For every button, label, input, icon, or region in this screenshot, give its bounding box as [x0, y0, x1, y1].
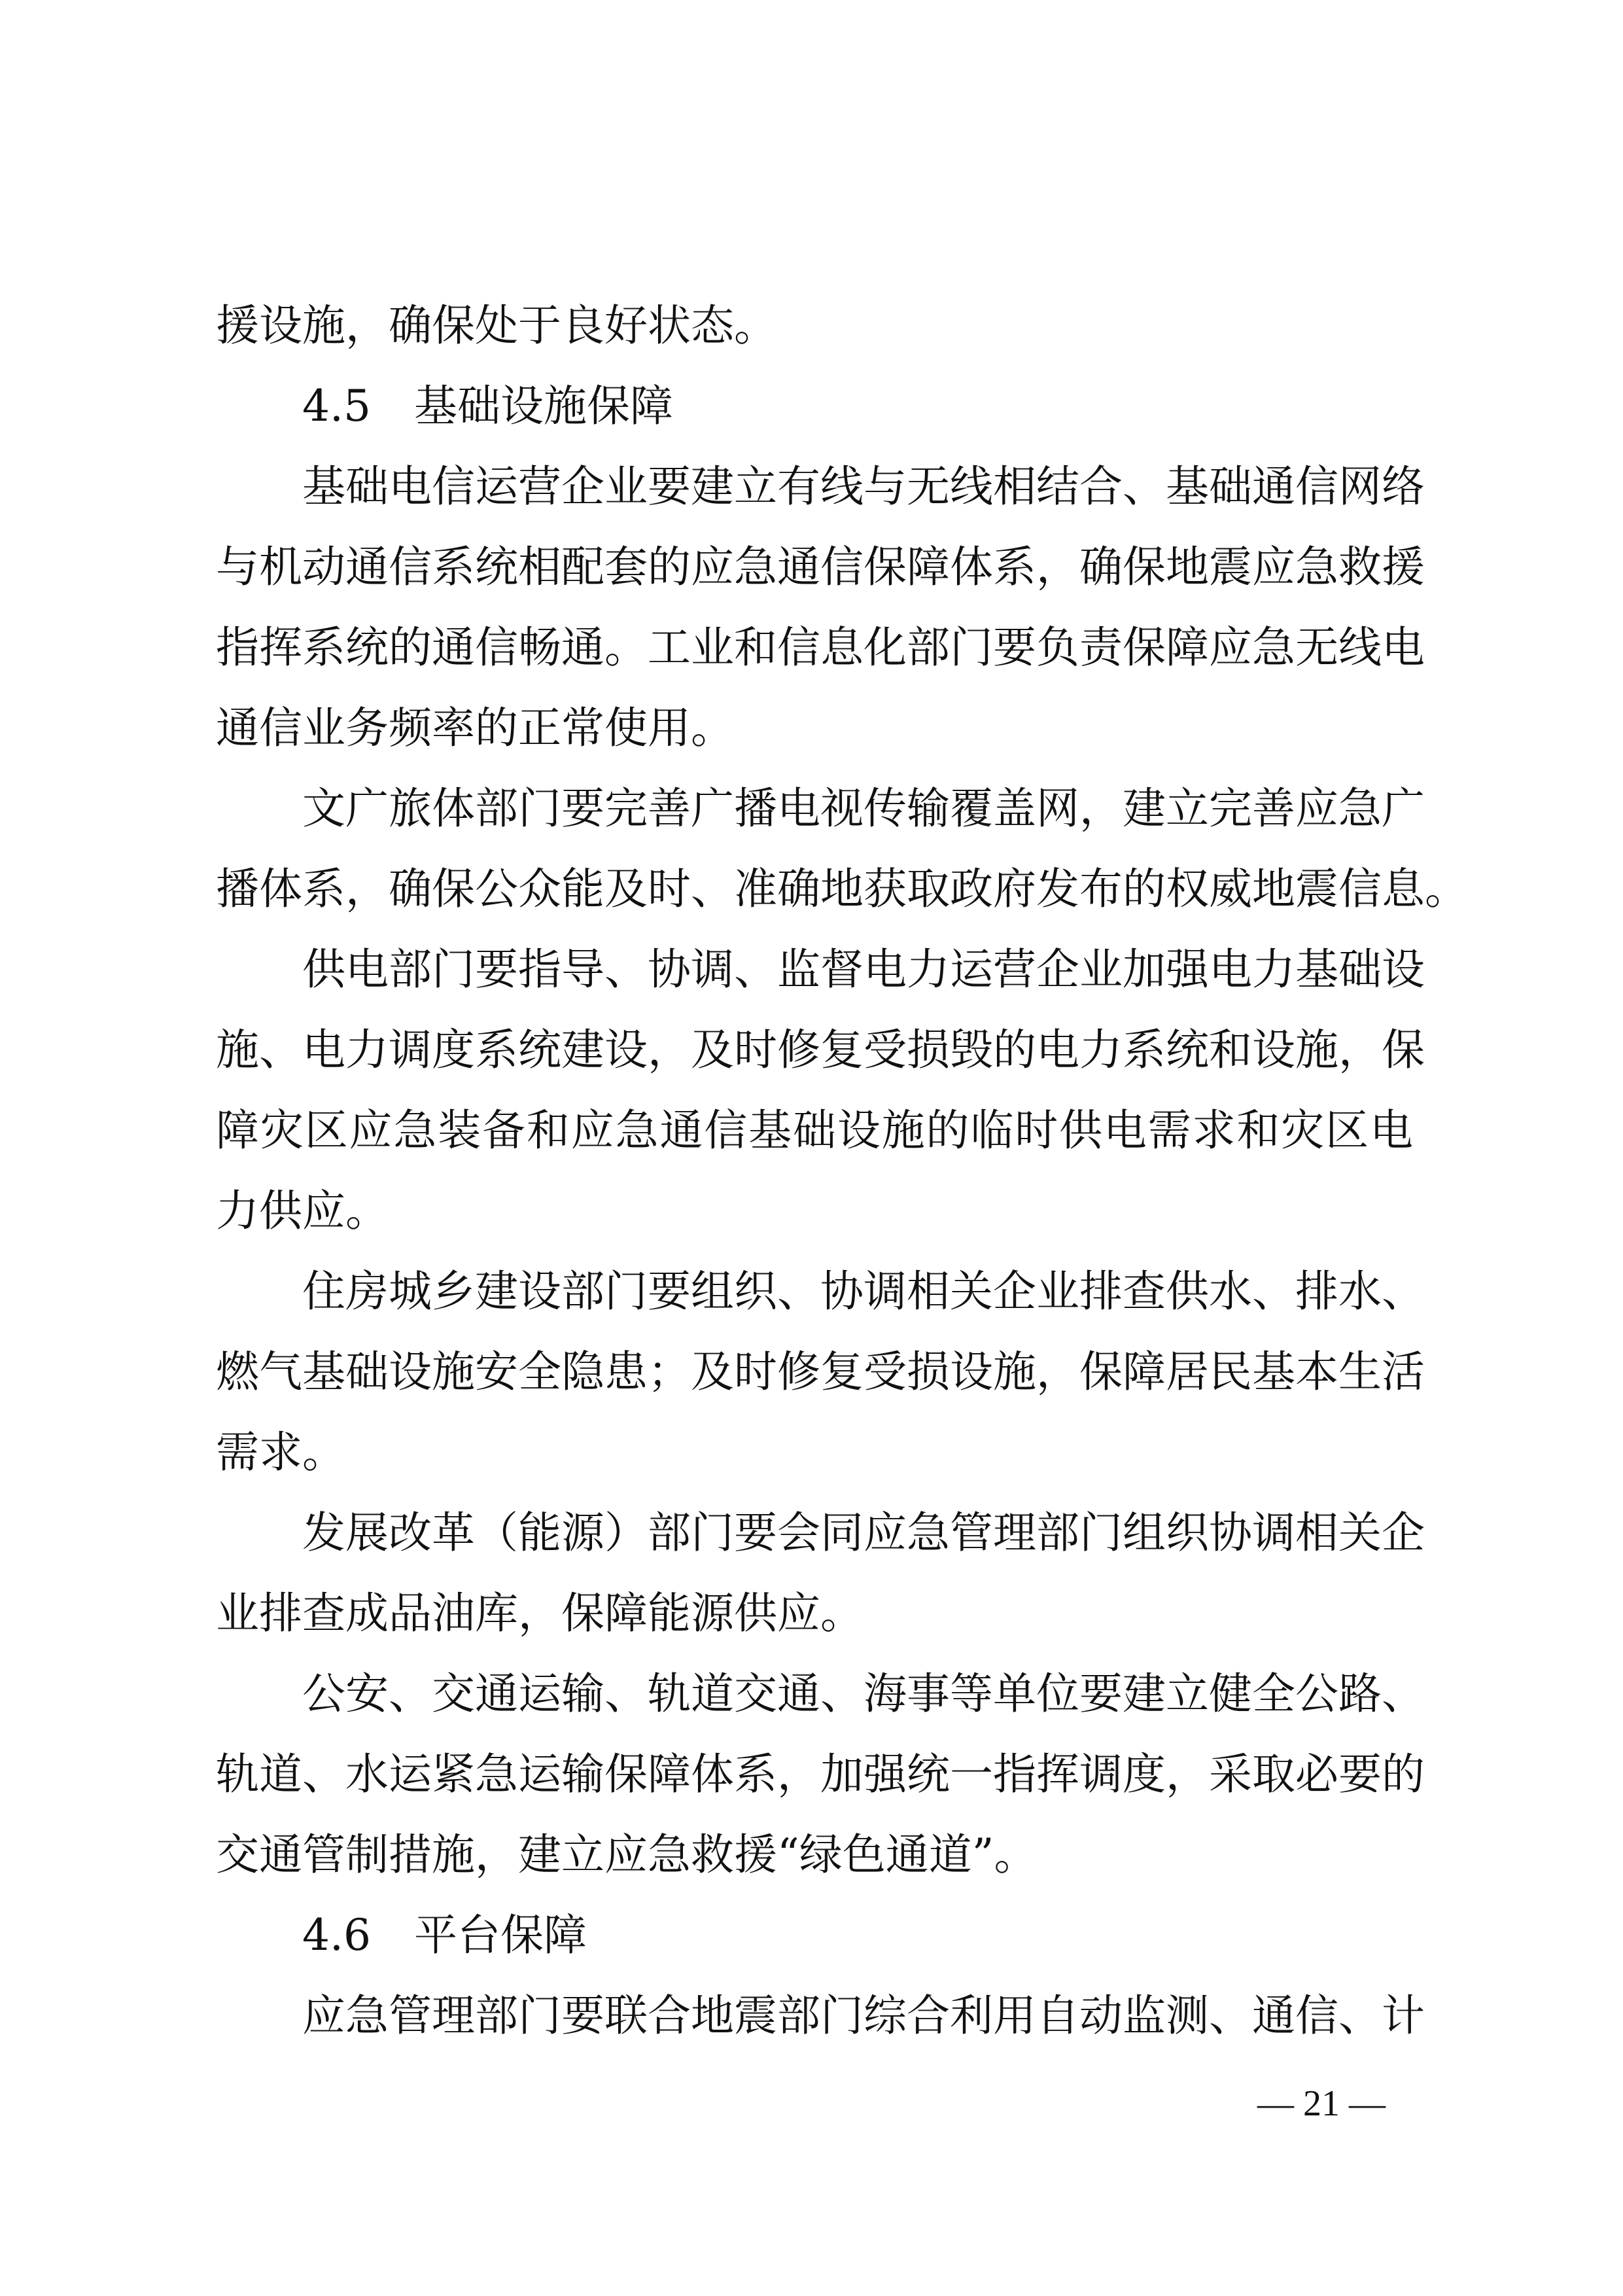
section-heading-4-6: 4.6 平台保障	[302, 1910, 587, 1960]
paragraph-line-transport-3: 交通管制措施，建立应急救援“绿色通道”。	[216, 1829, 1038, 1880]
paragraph-line-energy-2: 业排查成品油库，保障能源供应。	[216, 1588, 864, 1638]
page-number: — 21 —	[1257, 2083, 1386, 2124]
paragraph-line-telecom-2: 与机动通信系统相配套的应急通信保障体系，确保地震应急救援	[216, 542, 1425, 592]
paragraph-line-power-3: 障灾区应急装备和应急通信基础设施的临时供电需求和灾区电	[216, 1105, 1413, 1156]
paragraph-line-telecom-4: 通信业务频率的正常使用。	[216, 703, 734, 753]
paragraph-line-transport-1: 公安、交通运输、轨道交通、海事等单位要建立健全公路、	[302, 1669, 1425, 1719]
paragraph-line-broadcast-2: 播体系，确保公众能及时、准确地获取政府发布的权威地震信息。	[216, 864, 1468, 914]
paragraph-line-telecom-3: 指挥系统的通信畅通。工业和信息化部门要负责保障应急无线电	[216, 622, 1425, 673]
paragraph-line-power-2: 施、电力调度系统建设，及时修复受损毁的电力系统和设施，保	[216, 1025, 1425, 1075]
paragraph-line-power-1: 供电部门要指导、协调、监督电力运营企业加强电力基础设	[302, 944, 1425, 995]
text-line-1: 援设施，确保处于良好状态。	[216, 300, 777, 351]
paragraph-line-power-4: 力供应。	[216, 1186, 389, 1236]
paragraph-line-broadcast-1: 文广旅体部门要完善广播电视传输覆盖网，建立完善应急广	[302, 783, 1425, 834]
paragraph-line-telecom-1: 基础电信运营企业要建立有线与无线相结合、基础通信网络	[302, 461, 1425, 512]
paragraph-line-housing-1: 住房城乡建设部门要组织、协调相关企业排查供水、排水、	[302, 1266, 1425, 1316]
section-heading-4-5: 4.5 基础设施保障	[302, 381, 673, 431]
paragraph-line-housing-3: 需求。	[216, 1427, 345, 1477]
paragraph-line-transport-2: 轨道、水运紧急运输保障体系，加强统一指挥调度，采取必要的	[216, 1749, 1425, 1799]
paragraph-line-energy-1: 发展改革（能源）部门要会同应急管理部门组织协调相关企	[302, 1508, 1425, 1558]
paragraph-line-housing-2: 燃气基础设施安全隐患；及时修复受损设施，保障居民基本生活	[216, 1347, 1425, 1397]
paragraph-line-platform-1: 应急管理部门要联合地震部门综合利用自动监测、通信、计	[302, 1990, 1425, 2041]
